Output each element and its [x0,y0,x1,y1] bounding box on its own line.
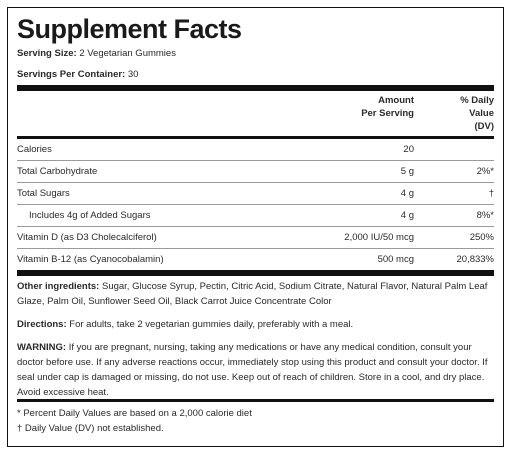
nutrient-row [17,227,494,248]
servings-per-container-value: 30 [127,69,139,80]
dv-header-line1: % Daily [460,95,494,106]
footnote-percent-dv: * Percent Daily Values are based on a 2,000 calorie diet [17,408,252,419]
serving-size [17,48,176,60]
nutrient-name: Total Sugars [17,188,70,199]
nutrient-dv: 8%* [476,210,494,221]
other-ingredients-label: Other ingredients: [17,281,100,292]
directions-label: Directions: [17,319,67,330]
footnote-dv-not-established: † Daily Value (DV) not established. [17,423,164,434]
nutrient-name: Calories [17,144,52,155]
amount-per-serving-header [334,94,414,120]
servings-per-container [17,69,138,81]
other-ingredients [17,279,490,309]
nutrient-dv: 250% [469,232,494,243]
serving-size-label: Serving Size: [17,48,77,59]
dv-header-line3: (DV) [474,121,494,132]
divider-footer [17,399,494,402]
nutrient-amount: 5 g [400,166,414,177]
warning-label: WARNING: [17,342,67,353]
divider-thick [17,270,494,276]
warning [17,340,490,400]
nutrient-row [17,205,494,226]
nutrient-row [17,249,494,270]
nutrient-dv: 20,833% [456,254,494,265]
nutrient-dv: † [488,188,494,199]
daily-value-header [434,94,494,133]
supplement-facts-panel [7,7,504,447]
nutrient-amount: 2,000 IU/50 mcg [344,232,414,243]
nutrient-row [17,161,494,182]
nutrient-name: Total Carbohydrate [17,166,98,177]
directions-text: For adults, take 2 vegetarian gummies daily, preferably with a meal. [69,319,354,330]
servings-per-container-label: Servings Per Container: [17,69,126,80]
warning-text: If you are pregnant, nursing, taking any medications or have any medical condition, consult your doctor before use. If any adverse reactions occur, immediately stop using this product and consult your doctor. If seal under cap is damaged or missing, do not use. Keep out of reach of children. Store in a cool, and dry place. Avoid excessive heat. [17,342,488,398]
amount-header-line2: Per Serving [361,108,414,119]
panel-title: Supplement Facts [17,14,242,44]
other-ingredients-text: Sugar, Glucose Syrup, Pectin, Citric Acid, Sodium Citrate, Natural Flavor, Natural Palm Leaf Glaze, Palm Oil, Sunflower Seed Oil, Black Carrot Juice Concentrate Color [17,281,488,307]
directions [17,317,490,332]
divider-thick [17,85,494,91]
nutrient-row [17,139,494,160]
nutrient-amount: 500 mcg [377,254,414,265]
serving-size-value: 2 Vegetarian Gummies [79,48,176,59]
amount-header-line1: Amount [378,95,414,106]
dv-header-line2: Value [469,108,494,119]
nutrient-amount: 20 [403,144,414,155]
nutrient-amount: 4 g [400,188,414,199]
nutrient-name: Vitamin B-12 (as Cyanocobalamin) [17,254,164,265]
panel-content [17,8,494,446]
nutrient-name: Includes 4g of Added Sugars [29,210,151,221]
nutrient-row [17,183,494,204]
nutrient-amount: 4 g [400,210,414,221]
nutrient-dv: 2%* [476,166,494,177]
nutrient-name: Vitamin D (as D3 Cholecalciferol) [17,232,157,243]
